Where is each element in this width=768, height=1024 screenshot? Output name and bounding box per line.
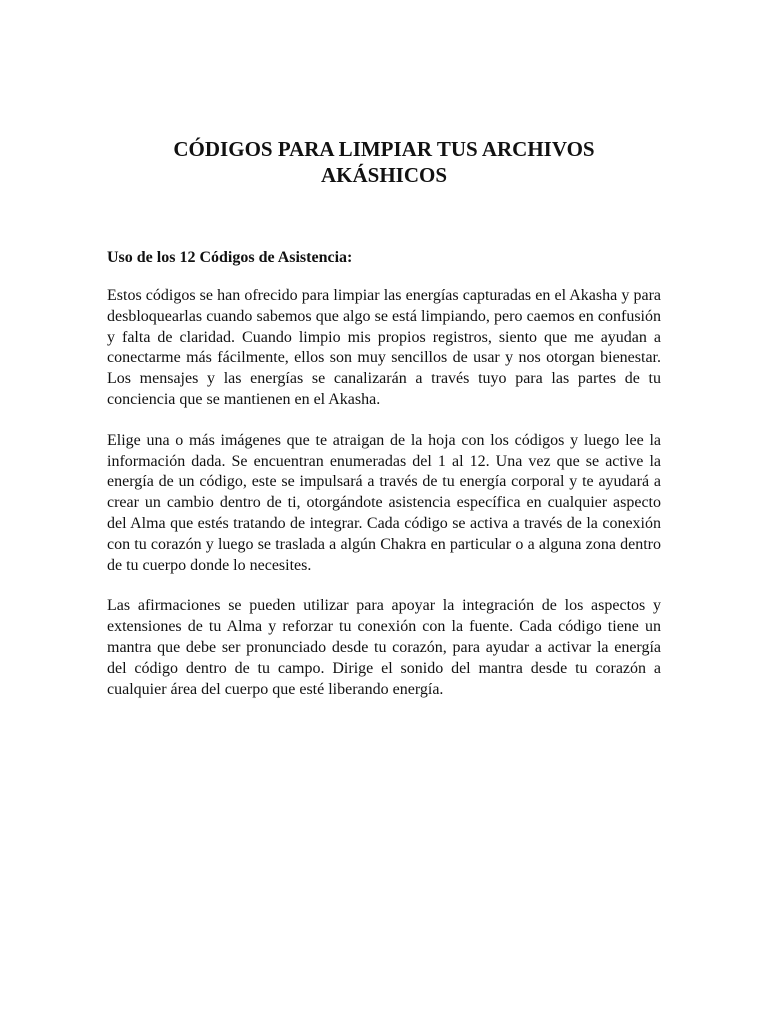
title-line-1: CÓDIGOS PARA LIMPIAR TUS ARCHIVOS <box>173 137 595 161</box>
title-line-2: AKÁSHICOS <box>320 163 448 187</box>
paragraph-intro: Estos códigos se han ofrecido para limpiar las energías capturadas en el Akasha y para desbloquearlas cuando sabemos que algo se está limpiando, pero caemos en confusión y falta de claridad. Cuando limpio mis propios registros, siento que me ayudan a conectarme más fácilmente, ellos son muy sencillos de usar y nos otorgan bienestar. Los mensajes y las energías se canalizarán a través tuyo para las partes de tu conciencia que se mantienen en el Akasha. <box>107 287 661 408</box>
page-title <box>107 136 661 188</box>
paragraph-affirmations: Las afirmaciones se pueden utilizar para apoyar la integración de los aspectos y extensiones de tu Alma y reforzar tu conexión con la fuente. Cada código tiene un mantra que debe ser pronunciado desde tu corazón, para ayudar a activar la energía del código dentro de tu campo. Dirige el sonido del mantra desde tu corazón a cualquier área del cuerpo que esté liberando energía. <box>107 597 661 698</box>
paragraph-choose-images: Elige una o más imágenes que te atraigan de la hoja con los códigos y luego lee la información dada. Se encuentran enumeradas del 1 al 12. Una vez que se active la energía de un código, este se impulsará a través de tu energía corporal y te ayudará a crear un cambio dentro de ti, otorgándote asistencia específica en cualquier aspecto del Alma que estés tratando de integrar. Cada código se activa a través de la conexión con tu corazón y luego se traslada a algún Chakra en particular o a alguna zona dentro de tu cuerpo donde lo necesites. <box>107 431 661 574</box>
section-heading: Uso de los 12 Códigos de Asistencia: <box>107 249 353 266</box>
